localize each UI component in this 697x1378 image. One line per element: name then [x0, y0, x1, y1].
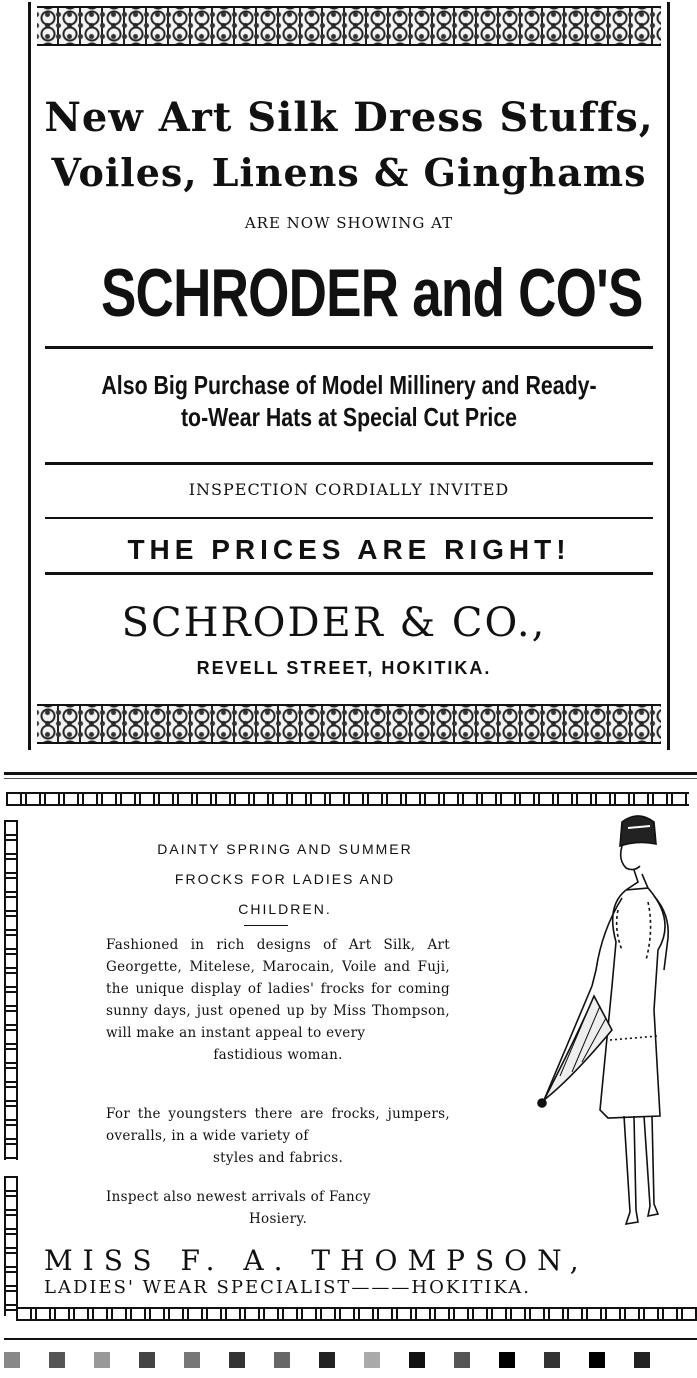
store-name-banner: SCHRODER and CO'S	[100, 255, 643, 331]
trade-line: LADIES' WEAR SPECIALIST———HOKITIKA.	[44, 1277, 531, 1298]
square-border-top-icon	[6, 792, 689, 806]
frocks-heading	[100, 834, 470, 924]
floral-border-bottom-icon	[37, 704, 661, 744]
headline-line-2: Voiles, Linens & Ginghams	[51, 150, 647, 195]
border-block-icon	[499, 1352, 515, 1368]
border-block-icon	[319, 1352, 335, 1368]
paragraph-end: fastidious woman.	[213, 1047, 343, 1063]
border-block-icon	[544, 1352, 560, 1368]
paragraph-fabrics	[106, 934, 450, 1066]
border-block-icon	[364, 1352, 380, 1368]
short-divider	[244, 925, 288, 926]
border-block-icon	[634, 1352, 650, 1368]
border-block-icon	[139, 1352, 155, 1368]
heading-line: CHILDREN.	[238, 901, 332, 917]
millinery-line-2: to-Wear Hats at Special Cut Price	[180, 402, 518, 432]
paragraph-body: Fashioned in rich designs of Art Silk, Art Georgette, Mitelese, Marocain, Voile and Fuji, the unique display of ladies' frocks for coming sunny days, just opened up by Miss Thompson, will make an instant appeal to every	[106, 937, 450, 1041]
square-border-left-icon	[4, 1176, 18, 1316]
column-separator-thin	[4, 778, 697, 779]
column-separator	[4, 772, 697, 775]
prices-slogan: THE PRICES ARE RIGHT!	[127, 534, 571, 565]
next-ad-border-strip	[4, 1352, 693, 1368]
divider	[45, 572, 653, 575]
border-block-icon	[94, 1352, 110, 1368]
border-block-icon	[184, 1352, 200, 1368]
border-block-icon	[49, 1352, 65, 1368]
square-border-bottom-icon	[16, 1307, 697, 1321]
square-border-left-icon	[4, 820, 18, 1160]
paragraph-end: Hosiery.	[248, 1211, 308, 1227]
proprietor-name: MISS F. A. THOMPSON,	[44, 1244, 589, 1277]
millinery-line-1: Also Big Purchase of Model Millinery and Ready-	[101, 370, 597, 400]
paragraph-body: For the youngsters there are frocks, jumpers, overalls, in a wide variety of	[106, 1106, 450, 1144]
paragraph-end: styles and fabrics.	[212, 1150, 344, 1166]
column-separator	[4, 1338, 697, 1340]
inspection-invitation: INSPECTION CORDIALLY INVITED	[188, 480, 510, 499]
paragraph-hosiery	[106, 1186, 450, 1230]
floral-border-top-icon	[37, 6, 661, 46]
heading-line: DAINTY SPRING AND SUMMER	[157, 841, 413, 857]
heading-line: FROCKS FOR LADIES AND	[174, 871, 396, 887]
border-block-icon	[409, 1352, 425, 1368]
border-block-icon	[454, 1352, 470, 1368]
firm-name: SCHRODER & CO.,	[121, 600, 547, 646]
now-showing-text: ARE NOW SHOWING AT	[244, 214, 454, 232]
schroder-advertisement	[28, 2, 670, 750]
border-block-icon	[4, 1352, 20, 1368]
border-block-icon	[589, 1352, 605, 1368]
paragraph-youngsters	[106, 1103, 450, 1169]
divider	[45, 517, 653, 519]
lady-with-parasol-illustration	[530, 810, 690, 1240]
border-block-icon	[229, 1352, 245, 1368]
border-block-icon	[274, 1352, 290, 1368]
divider	[45, 346, 653, 349]
headline-line-1: New Art Silk Dress Stuffs,	[44, 94, 654, 141]
firm-address: REVELL STREET, HOKITIKA.	[196, 658, 492, 678]
paragraph-body: Inspect also newest arrivals of Fancy	[106, 1189, 371, 1205]
divider	[45, 462, 653, 465]
